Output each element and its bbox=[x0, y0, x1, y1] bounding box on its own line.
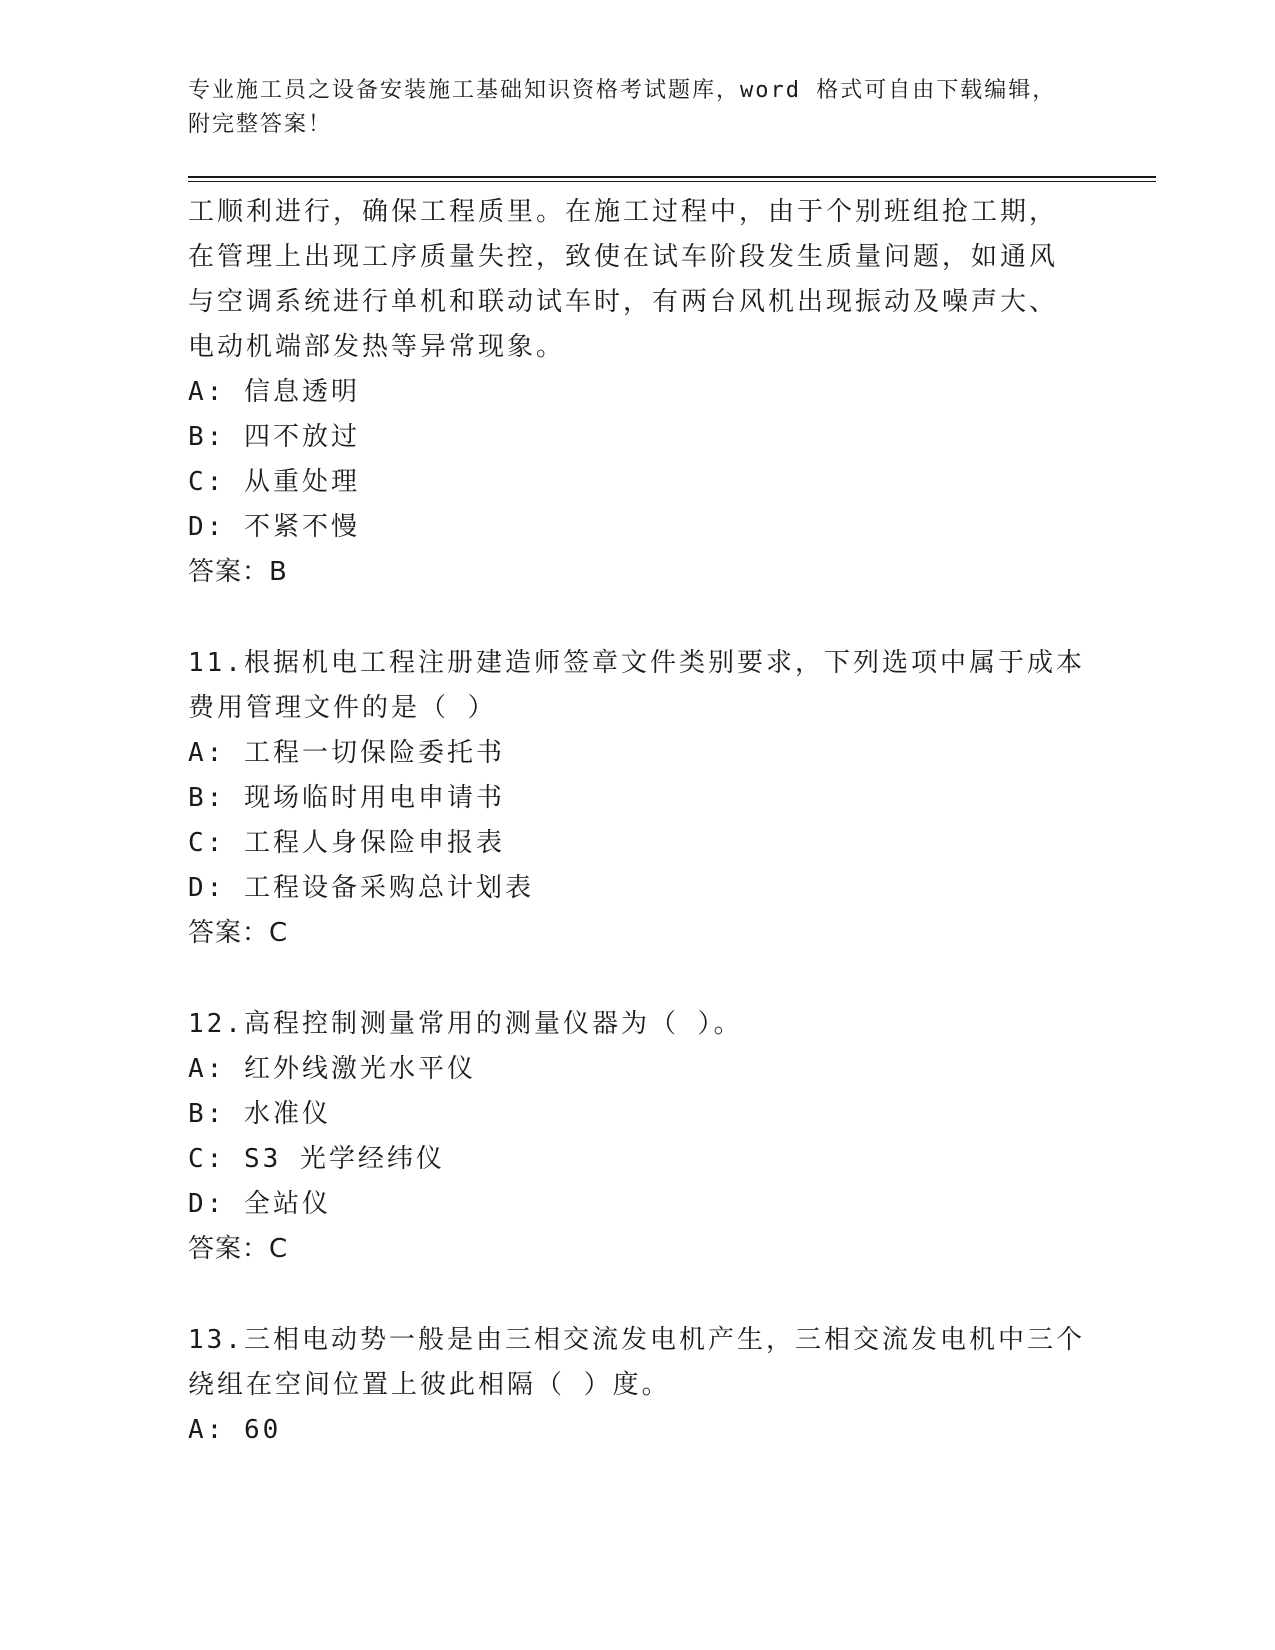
option-b: B: 现场临时用电申请书 bbox=[188, 783, 505, 813]
question-gap bbox=[188, 1272, 1088, 1318]
question-text-line: 12.高程控制测量常用的测量仪器为（ ）。 bbox=[188, 1009, 743, 1039]
answer: 答案：C bbox=[188, 918, 289, 948]
option-d: D: 全站仪 bbox=[188, 1189, 331, 1219]
question-text-line: 费用管理文件的是（ ） bbox=[188, 693, 497, 723]
document-header bbox=[188, 74, 1088, 142]
question-text-line: 11.根据机电工程注册建造师签章文件类别要求，下列选项中属于成本 bbox=[188, 648, 1085, 678]
question-11 bbox=[188, 641, 1088, 956]
option-b: B: 四不放过 bbox=[188, 422, 360, 452]
question-text-line: 在管理上出现工序质量失控，致使在试车阶段发生质量问题，如通风 bbox=[188, 242, 1059, 272]
header-divider bbox=[188, 176, 1156, 178]
option-a: A: 红外线激光水平仪 bbox=[188, 1054, 476, 1084]
question-text-line: 13.三相电动势一般是由三相交流发电机产生，三相交流发电机中三个 bbox=[188, 1325, 1085, 1355]
option-d: D: 工程设备采购总计划表 bbox=[188, 873, 534, 903]
option-d: D: 不紧不慢 bbox=[188, 512, 360, 542]
option-c: C: 工程人身保险申报表 bbox=[188, 828, 505, 858]
question-13 bbox=[188, 1318, 1088, 1453]
header-divider-thin bbox=[188, 181, 1156, 182]
answer: 答案：C bbox=[188, 1234, 289, 1264]
option-a: A: 60 bbox=[188, 1415, 282, 1445]
question-content bbox=[188, 190, 1088, 1453]
question-10 bbox=[188, 190, 1088, 595]
option-a: A: 工程一切保险委托书 bbox=[188, 738, 505, 768]
header-line: 附完整答案！ bbox=[188, 112, 333, 137]
question-text-line: 与空调系统进行单机和联动试车时，有两台风机出现振动及噪声大、 bbox=[188, 287, 1059, 317]
question-text-line: 电动机端部发热等异常现象。 bbox=[188, 332, 566, 362]
option-b: B: 水准仪 bbox=[188, 1099, 331, 1129]
option-a: A: 信息透明 bbox=[188, 377, 360, 407]
question-text-line: 绕组在空间位置上彼此相隔（ ）度。 bbox=[188, 1370, 671, 1400]
option-c: C: 从重处理 bbox=[188, 467, 360, 497]
option-c: C: S3 光学经纬仪 bbox=[188, 1144, 445, 1174]
answer: 答案：B bbox=[188, 557, 288, 587]
question-text-line: 工顺利进行，确保工程质里。在施工过程中，由于个别班组抢工期， bbox=[188, 197, 1059, 227]
question-gap bbox=[188, 956, 1088, 1002]
question-12 bbox=[188, 1002, 1088, 1272]
header-line: 专业施工员之设备安装施工基础知识资格考试题库，word 格式可自由下载编辑， bbox=[188, 78, 1057, 103]
question-gap bbox=[188, 595, 1088, 641]
